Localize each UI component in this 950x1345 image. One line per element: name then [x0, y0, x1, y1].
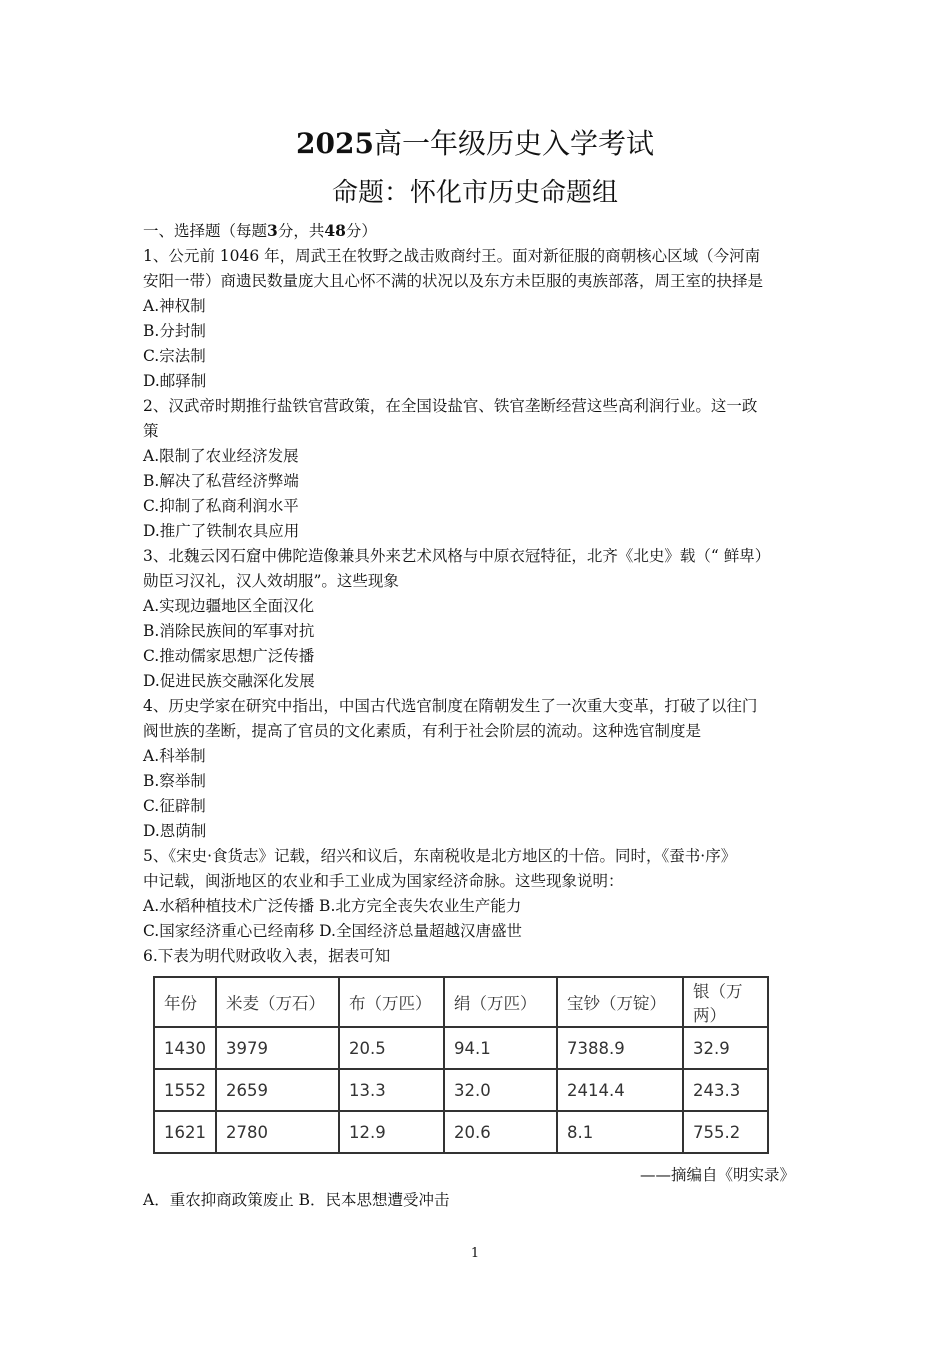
- table-header: 布（万匹）: [339, 977, 444, 1027]
- table-cell: 1430: [154, 1027, 216, 1069]
- table-cell: 2414.4: [557, 1069, 683, 1111]
- table-cell: 32.0: [444, 1069, 557, 1111]
- section-heading: [143, 218, 823, 244]
- option-b: B.分封制: [143, 322, 206, 340]
- question-1: [143, 244, 823, 394]
- table-header: 年份: [154, 977, 216, 1027]
- question-stem-line: 2、汉武帝时期推行盐铁官营政策，在全国设盐官、铁官垄断经营这些高利润行业。这一政: [143, 397, 758, 415]
- question-stem-line: 阀世族的垄断，提高了官员的文化素质，有利于社会阶层的流动。这种选官制度是: [143, 722, 702, 740]
- option-c: C.抑制了私商利润水平: [143, 497, 299, 515]
- question-2: [143, 394, 823, 544]
- section-score-per-question: 3: [267, 221, 278, 240]
- table-cell: 2659: [216, 1069, 339, 1111]
- question-stem-line: 安阳一带）商遗民数量庞大且心怀不满的状况以及东方未臣服的夷族部落，周王室的抉择是: [143, 272, 764, 290]
- title-text: 高一年级历史入学考试: [373, 127, 654, 160]
- option-c: C.征辟制: [143, 797, 206, 815]
- table-cell: 3979: [216, 1027, 339, 1069]
- question-6-options: A．重农抑商政策废止 B．民本思想遭受冲击: [143, 1191, 450, 1209]
- table-header: 米麦（万石）: [216, 977, 339, 1027]
- option-d: D.促进民族交融深化发展: [143, 672, 315, 690]
- table-row: [154, 1069, 768, 1111]
- table-cell: 243.3: [683, 1069, 768, 1111]
- finance-table: [153, 976, 769, 1154]
- table-header: 宝钞（万锭）: [557, 977, 683, 1027]
- question-stem-line: 策: [143, 422, 159, 440]
- table-cell: 12.9: [339, 1111, 444, 1153]
- question-stem-line: 勋臣习汉礼，汉人效胡服”。这些现象: [143, 572, 399, 590]
- question-3: [143, 544, 823, 694]
- question-stem-line: 3、北魏云冈石窟中佛陀造像兼具外来艺术风格与中原衣冠特征，北齐《北史》载（“ 鲜卑）: [143, 547, 771, 565]
- question-stem-line: 6.下表为明代财政收入表，据表可知: [143, 947, 391, 965]
- question-stem-line: 4、历史学家在研究中指出，中国古代选官制度在隋朝发生了一次重大变革，打破了以往门: [143, 697, 758, 715]
- table-cell: 1552: [154, 1069, 216, 1111]
- question-4: [143, 694, 823, 844]
- option-d: D.邮驿制: [143, 372, 207, 390]
- exam-subtitle: 命题：怀化市历史命题组: [331, 178, 618, 208]
- table-cell: 8.1: [557, 1111, 683, 1153]
- option-a: A.科举制: [143, 747, 206, 765]
- page-number: 1: [470, 1246, 480, 1261]
- option-c: C.宗法制: [143, 347, 206, 365]
- option-a: A.限制了农业经济发展: [143, 447, 299, 465]
- question-6: [143, 944, 823, 969]
- option-c: C.推动儒家思想广泛传播: [143, 647, 315, 665]
- question-5: [143, 844, 823, 944]
- option-c-d: C.国家经济重心已经南移 D.全国经济总量超越汉唐盛世: [143, 922, 522, 940]
- table-row: [154, 1111, 768, 1153]
- table-cell: 7388.9: [557, 1027, 683, 1069]
- exam-title: [0, 122, 950, 162]
- table-cell: 20.6: [444, 1111, 557, 1153]
- option-b: B.解决了私营经济弊端: [143, 472, 299, 490]
- option-a: A.神权制: [143, 297, 206, 315]
- section-text-1: 一、选择题（每题: [143, 222, 268, 240]
- section-total-score: 48: [324, 221, 346, 240]
- table-cell: 1621: [154, 1111, 216, 1153]
- section-text-3: 分）: [345, 222, 377, 240]
- option-d: D.恩荫制: [143, 822, 207, 840]
- option-a-b: A.水稻种植技术广泛传播 B.北方完全丧失农业生产能力: [143, 897, 522, 915]
- table-header-row: [154, 977, 768, 1027]
- option-d: D.推广了铁制农具应用: [143, 522, 300, 540]
- table-header: 银（万两）: [683, 977, 768, 1027]
- table-cell: 32.9: [683, 1027, 768, 1069]
- question-stem-line: 中记载，闽浙地区的农业和手工业成为国家经济命脉。这些现象说明：: [143, 872, 624, 890]
- option-a: A.实现边疆地区全面汉化: [143, 597, 315, 615]
- table-cell: 13.3: [339, 1069, 444, 1111]
- table-row: [154, 1027, 768, 1069]
- table-cell: 755.2: [683, 1111, 768, 1153]
- table-cell: 2780: [216, 1111, 339, 1153]
- table-cell: 94.1: [444, 1027, 557, 1069]
- table-source: ——摘编自《明实录》: [640, 1166, 796, 1184]
- table-header: 绢（万匹）: [444, 977, 557, 1027]
- title-year: 2025: [296, 127, 374, 160]
- option-b: B.消除民族间的军事对抗: [143, 622, 315, 640]
- table-cell: 20.5: [339, 1027, 444, 1069]
- question-stem-line: 1、公元前 1046 年，周武王在牧野之战击败商纣王。面对新征服的商朝核心区域（今河南: [143, 247, 761, 265]
- question-stem-line: 5、《宋史·食货志》记载，绍兴和议后，东南税收是北方地区的十倍。同时，《蚕书·序》: [143, 847, 737, 865]
- option-b: B.察举制: [143, 772, 206, 790]
- question-body: [143, 218, 823, 969]
- section-text-2: 分，共: [277, 222, 325, 240]
